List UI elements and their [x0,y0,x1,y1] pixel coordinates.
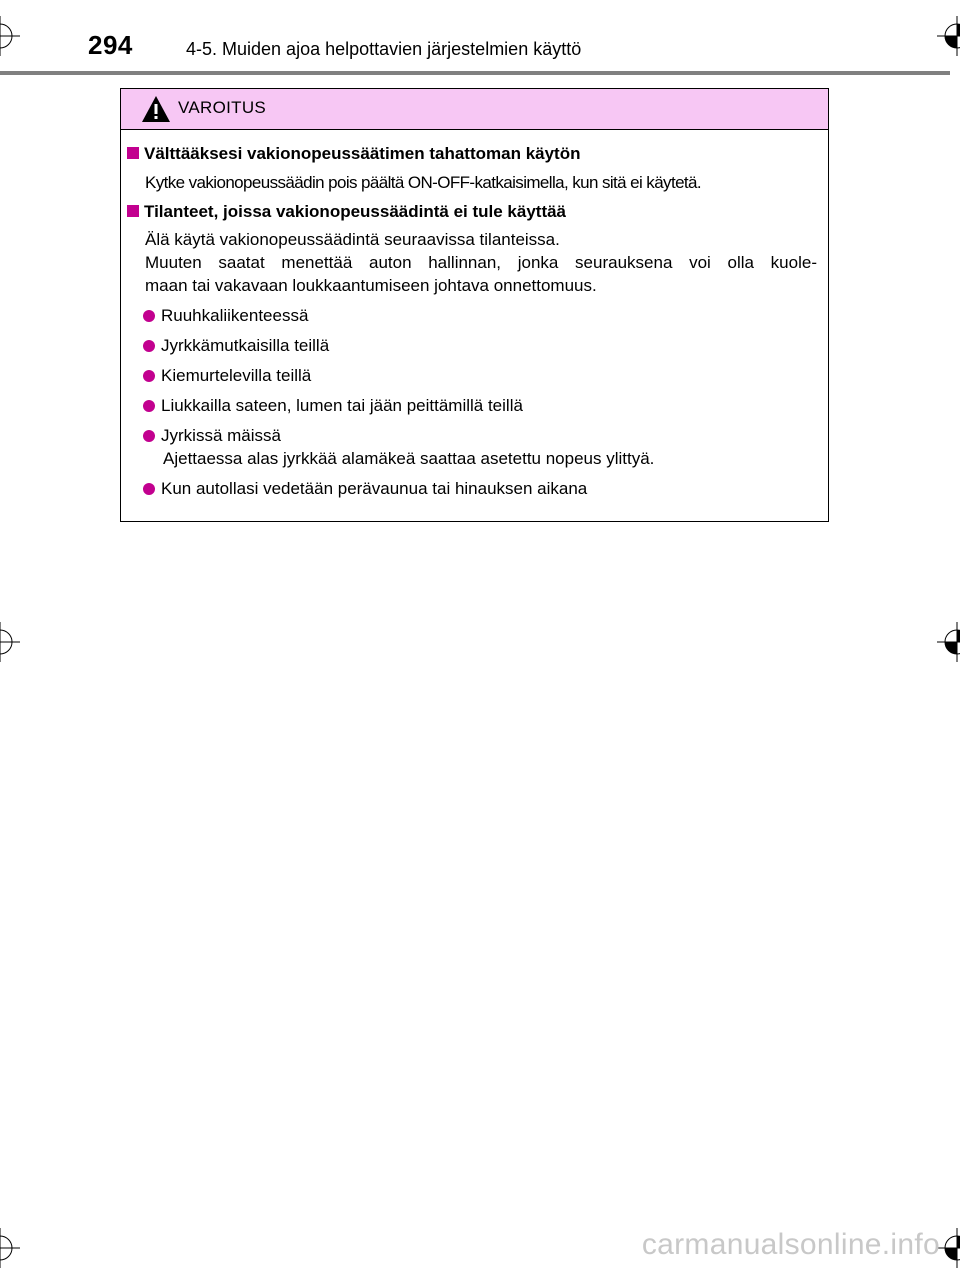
section-text-line: Älä käytä vakionopeussäädintä seuraavissa tilanteissa. [145,230,560,249]
square-bullet-icon [127,147,139,159]
section-text-line: Muuten saatat menettää auton hallinnan, jonka seurauksena voi olla kuole- [145,253,817,272]
registration-mark-bottom-right [937,1228,960,1268]
list-item: Liukkailla sateen, lumen tai jään peittämillä teillä [143,394,523,417]
section-title: 4-5. Muiden ajoa helpottavien järjestelmien käyttö [186,39,582,59]
section-heading-unsuitable-situations [127,202,566,222]
section-text-line: maan tai vakavaan loukkaantumiseen johtava onnettomuus. [145,276,597,295]
round-bullet-icon [143,400,155,412]
registration-mark-mid-left [0,622,20,662]
watermark: carmanualsonline.info [641,1228,940,1261]
round-bullet-icon [143,483,155,495]
registration-mark-top-right [937,16,960,56]
registration-mark-bottom-left [0,1228,20,1268]
registration-mark-top-left [0,16,20,56]
warning-title: VAROITUS [178,98,267,117]
list-item: Kiemurtelevilla teillä [143,364,311,387]
round-bullet-icon [143,370,155,382]
square-bullet-icon [127,205,139,217]
warning-box [120,88,829,522]
section-heading-text: Välttääksesi vakionopeussäätimen tahattoman käytön [144,144,581,163]
list-item-note: Ajettaessa alas jyrkkää alamäkeä saattaa asetettu nopeus ylittyä. [163,449,655,468]
list-item: Jyrkissä mäissä [143,424,281,447]
page-number: 294 [88,30,133,60]
list-item: Jyrkkämutkaisilla teillä [143,334,329,357]
warning-header [121,89,828,130]
section-heading-unintended-use [127,144,581,164]
warning-triangle-icon [141,95,171,123]
round-bullet-icon [143,340,155,352]
list-item: Ruuhkaliikenteessä [143,304,308,327]
round-bullet-icon [143,430,155,442]
header-rule [0,71,950,75]
round-bullet-icon [143,310,155,322]
list-item: Kun autollasi vedetään perävaunua tai hinauksen aikana [143,477,587,500]
section-heading-text: Tilanteet, joissa vakionopeussäädintä ei tule käyttää [144,202,567,221]
registration-mark-mid-right [937,622,960,662]
section-text: Kytke vakionopeussäädin pois päältä ON-OFF-katkaisimella, kun sitä ei käytetä. [145,173,702,192]
